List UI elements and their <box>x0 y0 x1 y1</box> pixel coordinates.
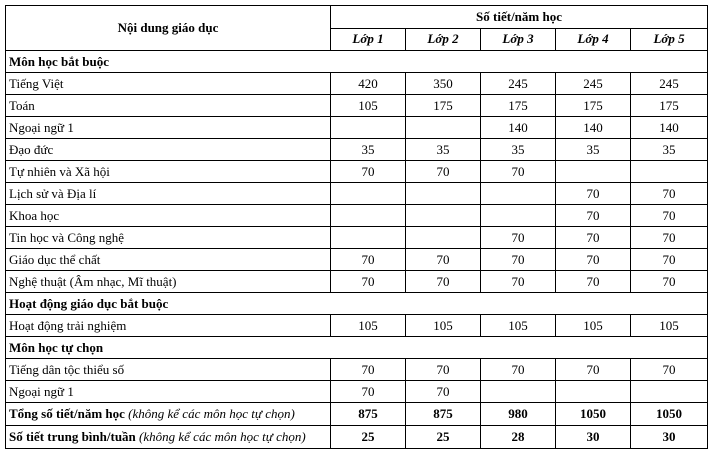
content-header: Nội dung giáo dục <box>6 6 331 51</box>
section-title: Môn học tự chọn <box>6 337 708 359</box>
period-cell: 25 <box>331 426 406 449</box>
period-cell <box>331 205 406 227</box>
grade-header: Lớp 1 <box>331 28 406 51</box>
period-cell: 70 <box>631 227 708 249</box>
header-row-top <box>6 6 708 29</box>
row-label <box>6 117 331 139</box>
table-row <box>6 249 708 271</box>
period-cell: 70 <box>556 249 631 271</box>
grade-header: Lớp 4 <box>556 28 631 51</box>
period-cell: 35 <box>631 139 708 161</box>
table-row <box>6 381 708 403</box>
period-cell: 70 <box>331 271 406 293</box>
period-cell: 245 <box>631 73 708 95</box>
period-cell: 70 <box>481 271 556 293</box>
period-cell <box>481 381 556 403</box>
row-label <box>6 403 331 426</box>
row-label-text: Hoạt động trải nghiệm <box>9 317 127 333</box>
period-cell: 70 <box>406 271 481 293</box>
period-cell: 420 <box>331 73 406 95</box>
section-row <box>6 337 708 359</box>
period-cell <box>406 205 481 227</box>
row-label <box>6 249 331 271</box>
row-label-text: Giáo dục thể chất <box>9 251 101 267</box>
period-cell: 70 <box>481 227 556 249</box>
row-label-text: Đạo đức <box>9 141 54 157</box>
curriculum-table-container <box>5 5 708 449</box>
row-label-note: (không kể các môn học tự chọn) <box>139 429 306 444</box>
row-label <box>6 315 331 337</box>
period-cell <box>406 183 481 205</box>
period-cell: 35 <box>481 139 556 161</box>
total-row <box>6 403 708 426</box>
period-cell: 35 <box>406 139 481 161</box>
row-label-text: Tổng số tiết/năm học <box>9 406 125 421</box>
row-label-text: Ngoại ngữ 1 <box>9 119 74 135</box>
section-title: Hoạt động giáo dục bắt buộc <box>6 293 708 315</box>
row-label-text: Khoa học <box>9 207 60 223</box>
period-cell: 35 <box>556 139 631 161</box>
row-label <box>6 73 331 95</box>
period-cell: 245 <box>556 73 631 95</box>
period-cell: 175 <box>406 95 481 117</box>
table-row <box>6 95 708 117</box>
row-label <box>6 139 331 161</box>
period-cell: 105 <box>331 95 406 117</box>
table-row <box>6 73 708 95</box>
period-cell <box>481 183 556 205</box>
period-cell: 350 <box>406 73 481 95</box>
period-cell <box>331 183 406 205</box>
row-label-text: Số tiết trung bình/tuần <box>9 429 136 444</box>
period-cell <box>331 227 406 249</box>
period-cell: 70 <box>406 359 481 381</box>
period-cell: 35 <box>331 139 406 161</box>
period-cell: 1050 <box>556 403 631 426</box>
period-cell: 140 <box>481 117 556 139</box>
row-label-text: Tin học và Công nghệ <box>9 229 125 245</box>
row-label <box>6 271 331 293</box>
table-row <box>6 227 708 249</box>
row-label-text: Tiếng Việt <box>9 75 64 91</box>
period-cell: 70 <box>406 249 481 271</box>
row-label-text: Ngoại ngữ 1 <box>9 383 74 399</box>
period-cell <box>406 117 481 139</box>
row-label-text: Toán <box>9 97 35 113</box>
period-cell: 70 <box>481 161 556 183</box>
period-cell: 875 <box>406 403 481 426</box>
period-cell: 70 <box>631 205 708 227</box>
period-cell: 70 <box>631 249 708 271</box>
row-label <box>6 381 331 403</box>
periods-header: Số tiết/năm học <box>331 6 708 29</box>
section-row <box>6 51 708 73</box>
period-cell <box>631 161 708 183</box>
period-cell: 30 <box>631 426 708 449</box>
table-row <box>6 139 708 161</box>
period-cell <box>556 381 631 403</box>
period-cell: 105 <box>556 315 631 337</box>
period-cell: 175 <box>556 95 631 117</box>
row-label <box>6 161 331 183</box>
row-label-text: Lịch sử và Địa lí <box>9 185 97 201</box>
row-label <box>6 359 331 381</box>
period-cell: 70 <box>481 359 556 381</box>
period-cell: 70 <box>331 381 406 403</box>
period-cell: 70 <box>406 161 481 183</box>
row-label <box>6 183 331 205</box>
total-row <box>6 426 708 449</box>
table-row <box>6 161 708 183</box>
period-cell <box>331 117 406 139</box>
period-cell: 105 <box>406 315 481 337</box>
period-cell: 70 <box>331 359 406 381</box>
row-label <box>6 426 331 449</box>
period-cell: 30 <box>556 426 631 449</box>
row-label <box>6 227 331 249</box>
period-cell: 70 <box>556 359 631 381</box>
table-row <box>6 183 708 205</box>
period-cell: 70 <box>556 271 631 293</box>
table-row <box>6 359 708 381</box>
table-row <box>6 271 708 293</box>
curriculum-table <box>5 5 708 449</box>
period-cell: 70 <box>331 161 406 183</box>
period-cell: 70 <box>631 271 708 293</box>
period-cell: 70 <box>331 249 406 271</box>
period-cell: 25 <box>406 426 481 449</box>
period-cell <box>481 205 556 227</box>
grade-header: Lớp 2 <box>406 28 481 51</box>
grade-header: Lớp 3 <box>481 28 556 51</box>
period-cell <box>406 227 481 249</box>
period-cell: 980 <box>481 403 556 426</box>
period-cell: 70 <box>481 249 556 271</box>
row-label-text: Nghệ thuật (Âm nhạc, Mĩ thuật) <box>9 273 177 289</box>
row-label-note: (không kể các môn học tự chọn) <box>128 406 295 421</box>
period-cell: 28 <box>481 426 556 449</box>
table-row <box>6 205 708 227</box>
section-row <box>6 293 708 315</box>
period-cell: 175 <box>481 95 556 117</box>
period-cell: 105 <box>481 315 556 337</box>
period-cell: 140 <box>556 117 631 139</box>
period-cell: 70 <box>556 183 631 205</box>
period-cell <box>631 381 708 403</box>
period-cell: 875 <box>331 403 406 426</box>
section-title: Môn học bắt buộc <box>6 51 708 73</box>
table-body <box>6 51 708 449</box>
row-label-text: Tiếng dân tộc thiểu số <box>9 361 125 377</box>
period-cell: 70 <box>556 205 631 227</box>
period-cell: 140 <box>631 117 708 139</box>
period-cell: 175 <box>631 95 708 117</box>
period-cell: 70 <box>631 359 708 381</box>
period-cell: 70 <box>631 183 708 205</box>
period-cell: 105 <box>331 315 406 337</box>
row-label <box>6 95 331 117</box>
period-cell: 245 <box>481 73 556 95</box>
row-label-text: Tự nhiên và Xã hội <box>9 163 110 179</box>
period-cell: 1050 <box>631 403 708 426</box>
table-row <box>6 117 708 139</box>
period-cell: 70 <box>406 381 481 403</box>
table-row <box>6 315 708 337</box>
period-cell: 70 <box>556 227 631 249</box>
period-cell <box>556 161 631 183</box>
period-cell: 105 <box>631 315 708 337</box>
grade-header: Lớp 5 <box>631 28 708 51</box>
row-label <box>6 205 331 227</box>
